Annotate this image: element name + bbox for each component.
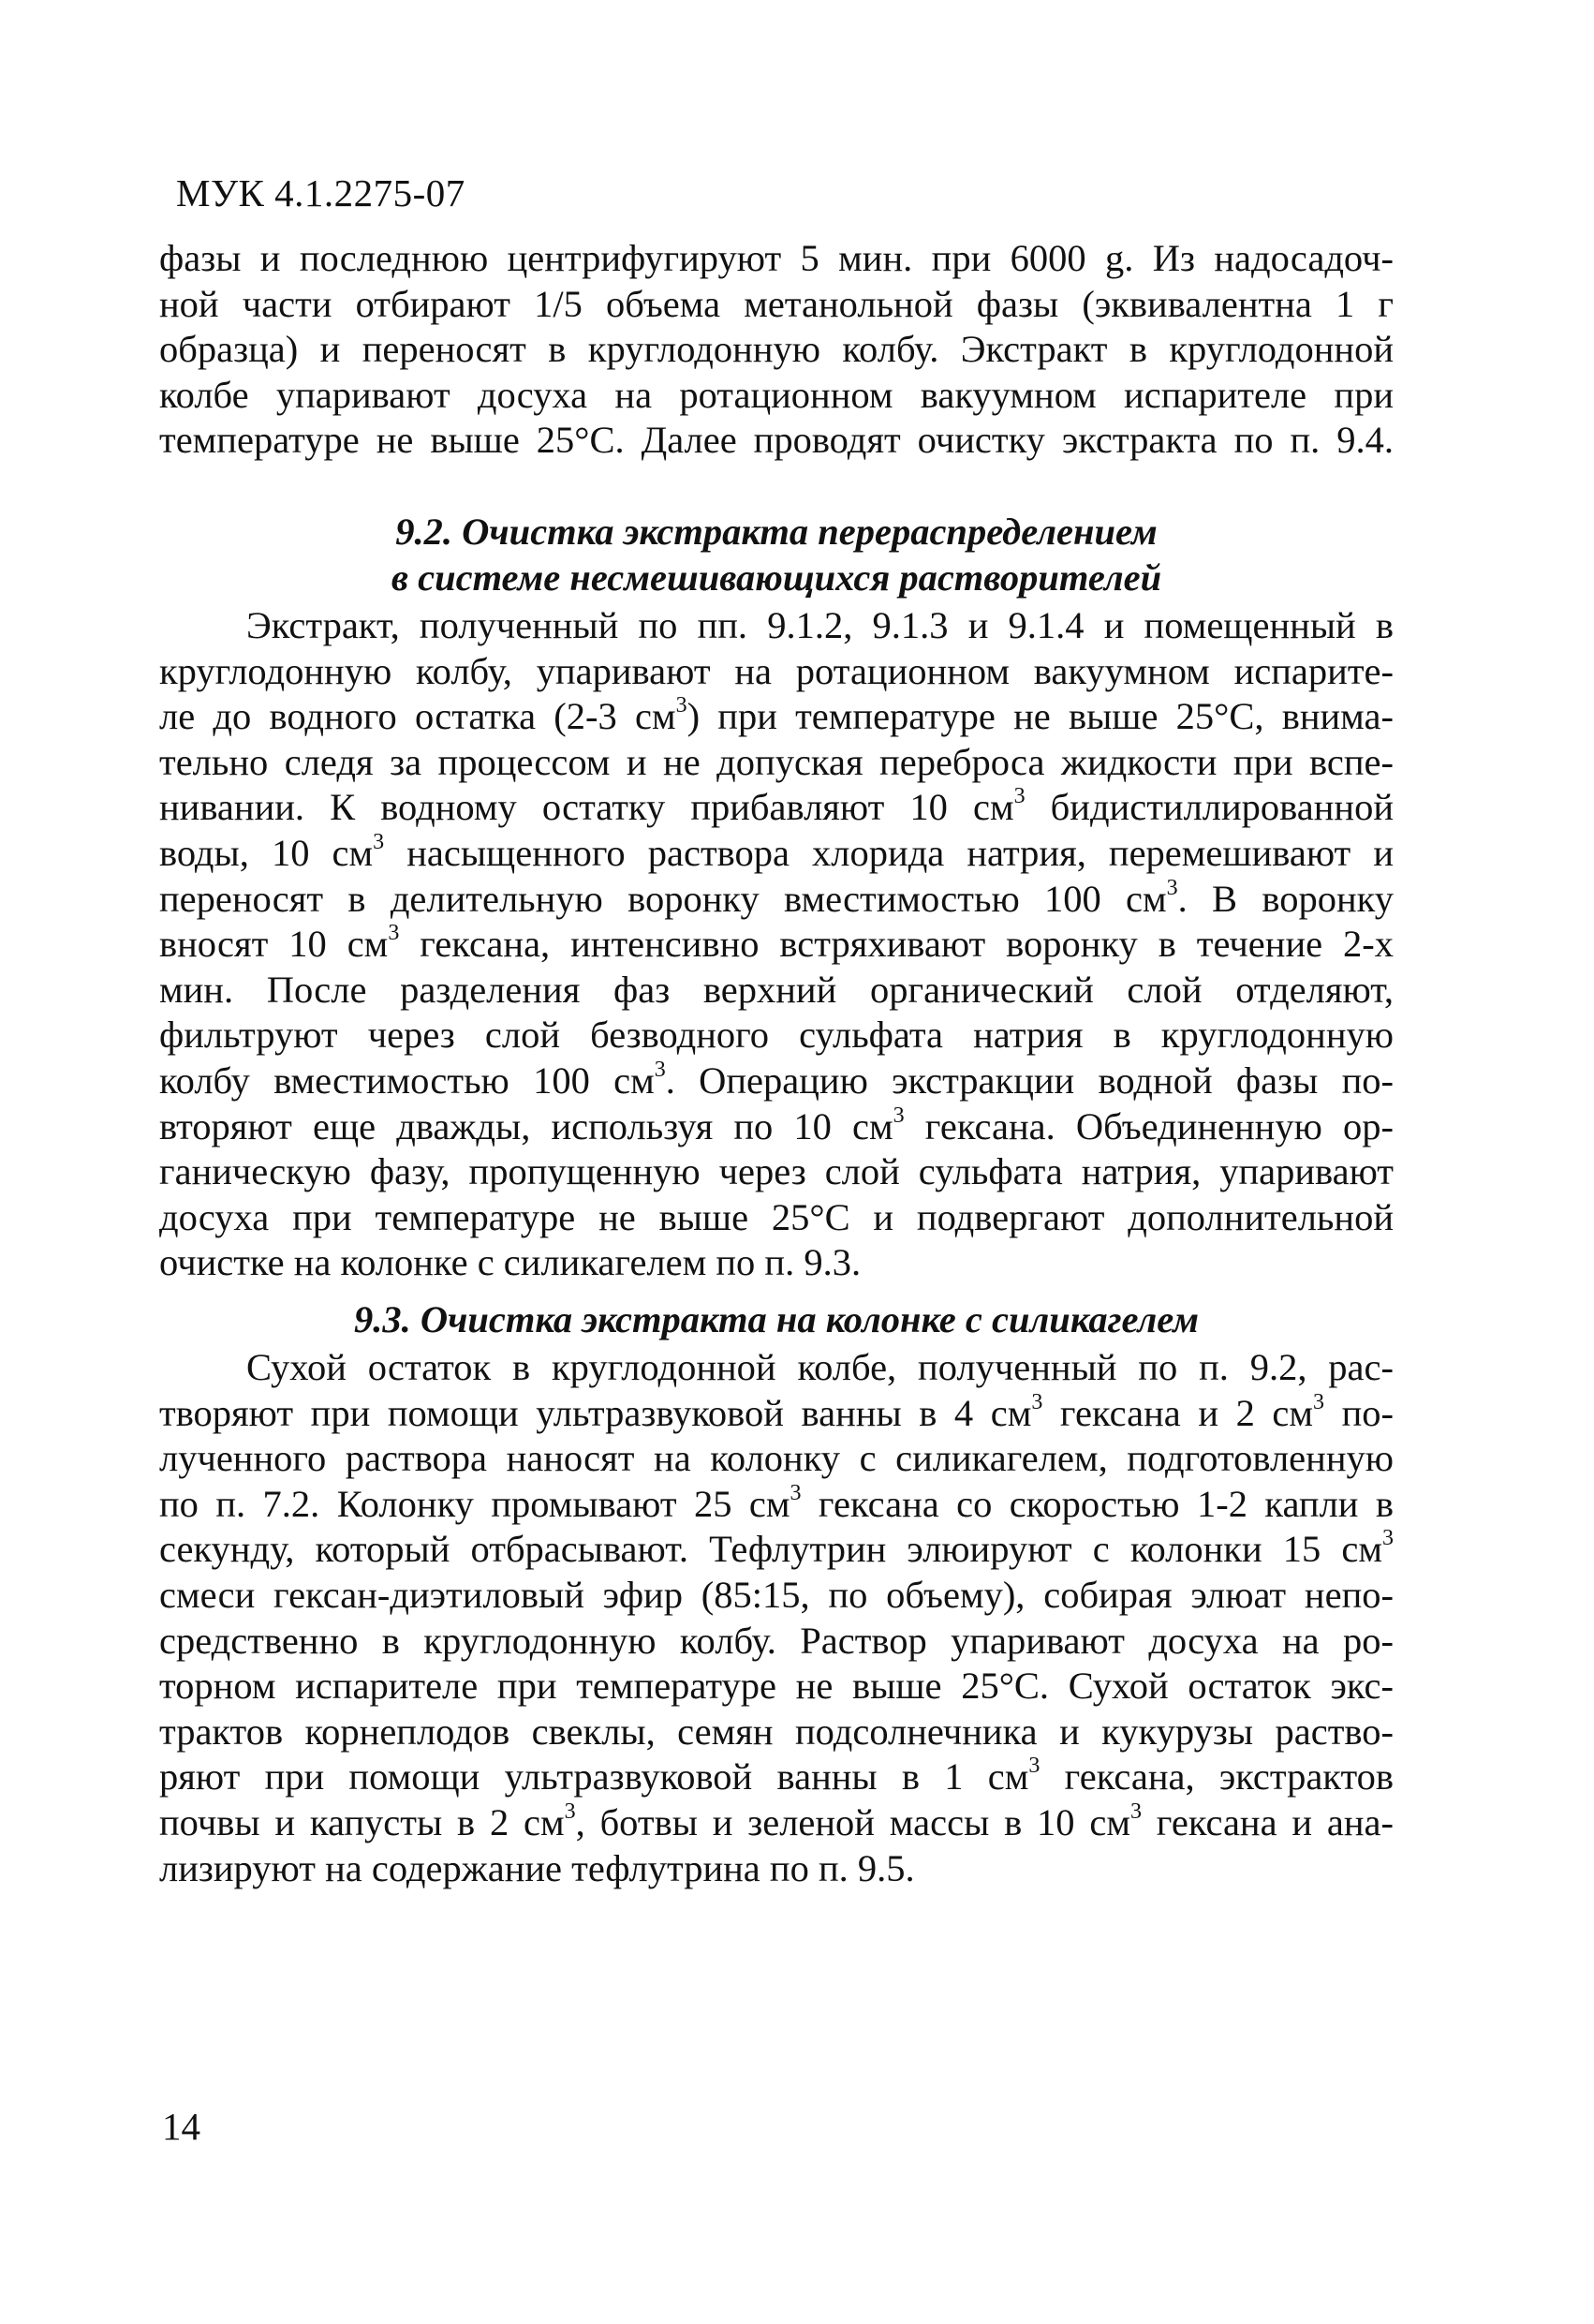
text-line: трактов корнеплодов свеклы, семян подсолнечника и кукурузы раство- [159, 1710, 1394, 1753]
text-line: круглодонную колбу, упаривают на ротационном вакуумном испарите- [159, 649, 1394, 692]
text-line: Экстракт, полученный по пп. 9.1.2, 9.1.3 и 9.1.4 и помещенный в [246, 604, 1394, 646]
text-line: Сухой остаток в круглодонной колбе, полученный по п. 9.2, рас- [246, 1346, 1394, 1388]
text-line: фазы и последнюю центрифугируют 5 мин. при 6000 g. Из надосадоч- [159, 237, 1394, 279]
text-line: торном испарителе при температуре не выше 25°С. Сухой остаток экс- [159, 1665, 1394, 1708]
section-9-3-title [159, 1297, 1394, 1343]
document-header: МУК 4.1.2275-07 [176, 171, 465, 215]
text-line: колбе упаривают досуха на ротационном вакуумном испарителе при [159, 373, 1394, 416]
text-line: вносят 10 $см^3$ гексана, интенсивно встряхивают воронку в течение 2-х [159, 921, 1394, 966]
section-title-line: в системе несмешивающихся растворителей [391, 555, 1162, 599]
text-line: тельно следя за процессом и не допуская переброса жидкости при вспе- [159, 740, 1394, 783]
section-title-line: 9.2. Очистка экстракта перераспределением [395, 511, 1158, 553]
text-line: образца) и переносят в круглодонную колбу. Экстракт в круглодонной [159, 328, 1394, 371]
text-line: смеси гексан-диэтиловый эфир (85:15, по объему), собирая элюат непо- [159, 1573, 1394, 1616]
paragraph-continuation [159, 236, 1394, 464]
text-line: творяют при помощи ультразвуковой ванны в 4 $см^3$ гексана и 2 $см^3$ по- [159, 1389, 1394, 1434]
section-9-2-title [159, 510, 1394, 600]
section-title-line: 9.3. Очистка экстракта на колонке с силикагелем [353, 1298, 1200, 1340]
text-line: вторяют еще дважды, используя по 10 $см^3$ гексана. Объединенную ор- [159, 1103, 1394, 1147]
text-line: переносят в делительную воронку вместимостью 100 $см^3$. В воронку [159, 875, 1394, 920]
text-line: воды, 10 $см^3$ насыщенного раствора хлорида натрия, перемешивают и [159, 829, 1394, 874]
text-line: секунду, который отбрасывают. Тефлутрин элюируют с колонки 15 $см^3$ [159, 1526, 1394, 1571]
text-line: лученного раствора наносят на колонку с силикагелем, подготовленную [159, 1437, 1394, 1480]
text-line: по п. 7.2. Колонку промывают 25 $см^3$ гексана со скоростью 1-2 капли в [159, 1480, 1394, 1525]
text-line: ряют при помощи ультразвуковой ванны в 1 $см^3$ гексана, экстрактов [159, 1754, 1394, 1799]
text-line: ле до водного остатка (2-3 $см^3$) при температуре не выше 25°С, внима- [159, 693, 1394, 738]
text-line: почвы и капусты в 2 $см^3$, ботвы и зеленой массы в 10 $см^3$ гексана и ана- [159, 1799, 1394, 1843]
text-line: нивании. К водному остатку прибавляют 10 $см^3$ бидистиллированной [159, 784, 1394, 829]
text-line: колбу вместимостью 100 $см^3$. Операцию экстракции водной фазы по- [159, 1057, 1394, 1102]
text-line: ной части отбирают 1/5 объема метанольной фазы (эквивалентна 1 г [159, 282, 1394, 325]
text-line: мин. После разделения фаз верхний органический слой отделяют, [159, 968, 1394, 1011]
text-line: средственно в круглодонную колбу. Раствор упаривают досуха на ро- [159, 1619, 1394, 1662]
page-number: 14 [162, 2105, 200, 2148]
text-line: лизируют на содержание тефлутрина по п. 9.5. [159, 1846, 915, 1889]
text-line: ганическую фазу, пропущенную через слой сульфата натрия, упаривают [159, 1150, 1394, 1193]
text-line: фильтруют через слой безводного сульфата натрия в круглодонную [159, 1014, 1394, 1057]
text-line: очистке на колонке с силикагелем по п. 9.3. [159, 1241, 862, 1284]
text-line: досуха при температуре не выше 25°С и подвергают дополнительной [159, 1195, 1394, 1238]
section-9-2-body [159, 603, 1394, 1286]
section-9-3-body [159, 1345, 1394, 1891]
text-line: температуре не выше 25°С. Далее проводят очистку экстракта по п. 9.4. [159, 419, 1394, 462]
